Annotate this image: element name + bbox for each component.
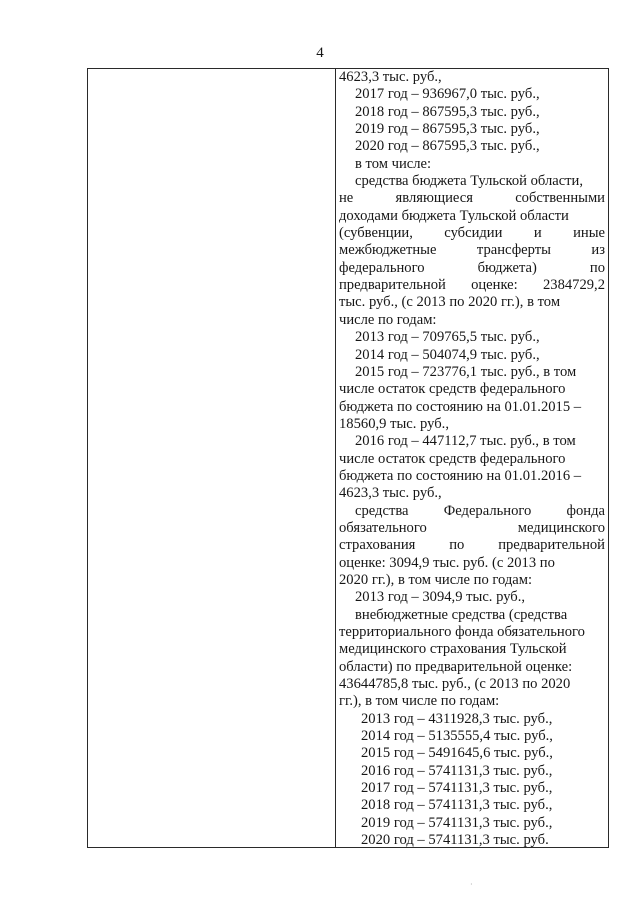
word: по <box>589 259 605 276</box>
text-line: 2014 год – 504074,9 тыс. руб., <box>355 346 540 363</box>
text-line: числе остаток средств федерального <box>339 450 566 467</box>
word: фонда <box>566 502 605 519</box>
word: являющиеся <box>395 190 473 207</box>
text-line <box>339 225 605 242</box>
text-line: 2015 год – 723776,1 тыс. руб., в том <box>355 363 577 380</box>
text-line: 2019 год – 5741131,3 тыс. руб., <box>361 814 553 831</box>
text-line: числе остаток средств федерального <box>339 381 566 398</box>
word: (субвенции, <box>339 225 413 242</box>
text-line: территориального фонда обязательного <box>339 624 585 640</box>
word: средства <box>355 502 409 519</box>
text-line: гг.), в том числе по годам: <box>339 693 500 710</box>
document-table <box>87 68 609 848</box>
text-line: 2016 год – 5741131,3 тыс. руб., <box>361 762 553 779</box>
text-line <box>339 277 605 294</box>
word: 2384729,2 <box>542 277 605 294</box>
text-line <box>339 242 605 259</box>
text-line: доходами бюджета Тульской области <box>339 207 569 224</box>
text-line: числе по годам: <box>339 311 437 328</box>
text-line: в том числе: <box>355 155 432 172</box>
word: предварительной <box>498 537 605 554</box>
text-line: 2013 год – 4311928,3 тыс. руб., <box>361 710 553 727</box>
text-line: 2013 год – 709765,5 тыс. руб., <box>355 329 540 346</box>
text-line: средства бюджета Тульской области, <box>355 173 584 190</box>
word: по <box>449 537 465 554</box>
text-line: 2018 год – 867595,3 тыс. руб., <box>355 103 540 120</box>
text-line: тыс. руб., (с 2013 по 2020 гг.), в том <box>339 294 561 311</box>
text-line: 2013 год – 3094,9 тыс. руб., <box>355 589 526 606</box>
text-line: области) по предварительной оценке: <box>339 658 573 675</box>
text-line <box>339 190 605 207</box>
word: Федерального <box>443 502 532 519</box>
text-line <box>339 503 605 520</box>
text-line: 2017 год – 936967,0 тыс. руб., <box>355 86 540 103</box>
text-line: 2014 год – 5135555,4 тыс. руб., <box>361 728 553 745</box>
text-line: 2015 год – 5491645,6 тыс. руб., <box>361 745 553 762</box>
word: не <box>339 190 354 207</box>
text-line <box>339 537 605 554</box>
word: иные <box>573 225 605 242</box>
word: обязательного <box>339 519 427 536</box>
text-line <box>339 260 605 277</box>
word: федерального <box>339 259 425 276</box>
text-line: 4623,3 тыс. руб., <box>339 485 442 502</box>
text-line: 2020 гг.), в том числе по годам: <box>339 571 533 588</box>
table-right-column <box>336 69 608 847</box>
text-line: 2016 год – 447112,7 тыс. руб., в том <box>355 433 576 450</box>
text-line: 2018 год – 5741131,3 тыс. руб., <box>361 797 553 814</box>
table-left-column <box>88 69 336 847</box>
text-line: 2020 год – 5741131,3 тыс. руб. <box>361 832 549 847</box>
text-line: 2019 год – 867595,3 тыс. руб., <box>355 121 540 138</box>
text-line: бюджета по состоянию на 01.01.2016 – <box>339 467 582 484</box>
page-number: 4 <box>316 45 324 61</box>
word: медицинского <box>517 519 605 536</box>
text-line: 43644785,8 тыс. руб., (с 2013 по 2020 <box>339 676 571 693</box>
word: собственными <box>515 190 605 207</box>
text-line: 2017 год – 5741131,3 тыс. руб., <box>361 780 553 797</box>
word: страхования <box>339 537 416 554</box>
text-line: 2020 год – 867595,3 тыс. руб., <box>355 138 540 155</box>
text-line: 18560,9 тыс. руб., <box>339 415 449 432</box>
text-line: медицинского страхования Тульской <box>339 641 567 658</box>
word: межбюджетные <box>339 242 437 259</box>
word: оценке: <box>471 277 518 294</box>
word: трансферты <box>476 242 551 259</box>
word: бюджета) <box>477 259 537 276</box>
word: и <box>533 225 542 242</box>
text-line: оценке: 3094,9 тыс. руб. (с 2013 по <box>339 554 555 571</box>
text-line: бюджета по состоянию на 01.01.2015 – <box>339 398 582 415</box>
word: из <box>591 242 605 259</box>
word: субсидии <box>444 225 503 242</box>
text-line: 4623,3 тыс. руб., <box>339 69 442 85</box>
text-line: внебюджетные средства (средства <box>355 606 568 623</box>
text-line <box>339 520 605 537</box>
scan-artifact: · <box>470 880 473 889</box>
word: предварительной <box>339 277 446 294</box>
